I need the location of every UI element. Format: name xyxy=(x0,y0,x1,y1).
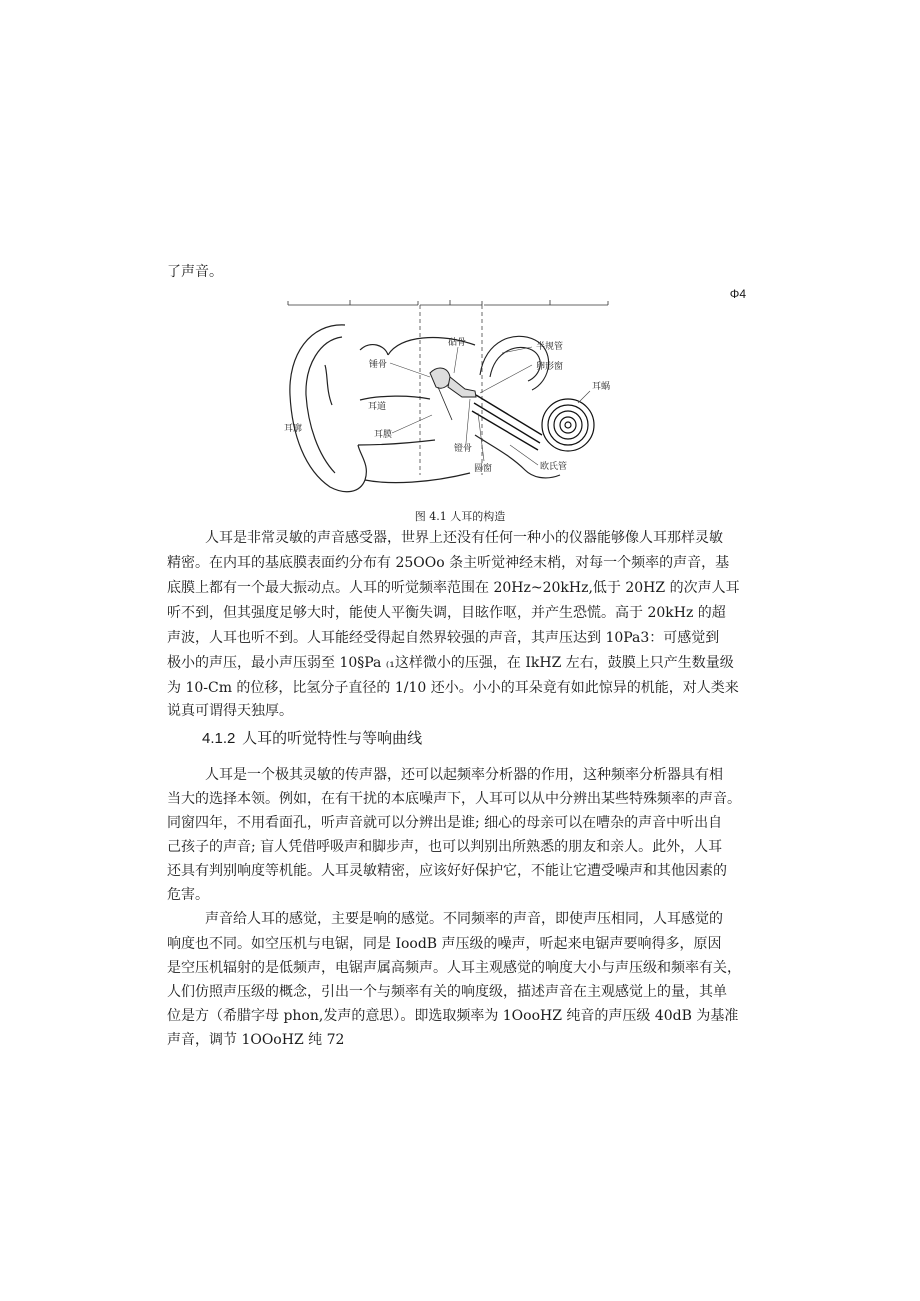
paragraph-line: 同窗四年，不用看面孔，听声音就可以分辨出是谁; 细心的母亲可以在嘈杂的声音中听出自 xyxy=(167,815,723,831)
ear-anatomy-figure xyxy=(270,295,620,505)
section-heading xyxy=(202,727,422,748)
page-mark: Φ4 xyxy=(729,287,746,301)
top-fragment: 了声音。 xyxy=(167,264,223,280)
paragraph-line: 声波，人耳也听不到。人耳能经受得起自然界较强的声音，其声压达到 10Pa3：可感觉到 xyxy=(167,630,720,646)
label-round-window: 圆窗 xyxy=(474,464,493,474)
paragraph-line: 当大的选择本领。例如，在有干扰的本底噪声下，人耳可以从中分辨出某些特殊频率的声音。 xyxy=(167,791,741,807)
paragraph-line: 精密。在内耳的基底膜表面约分布有 25OOo 条主听觉神经末梢，对每一个频率的声音，基 xyxy=(167,555,730,571)
cochlea-drawing xyxy=(542,399,594,451)
paragraph-line: 声音，调节 1OOoHZ 纯 72 xyxy=(167,1032,345,1048)
label-malleus: 锤骨 xyxy=(369,360,388,370)
label-cochlea: 耳蜗 xyxy=(592,382,611,392)
paragraph-line: 危害。 xyxy=(167,887,209,903)
label-eustachian: 欧氏管 xyxy=(540,462,568,472)
eustachian-drawing xyxy=(472,395,542,450)
section-number: 4.1.2 xyxy=(202,730,236,747)
paragraph-line: 是空压机辐射的是低频声，电锯声属高频声。人耳主观感觉的响度大小与声压级和频率有关， xyxy=(167,960,741,976)
paragraph-line: 位是方（希腊字母 phon,发声的意思）。即选取频率为 1OooHZ 纯音的声压级 40dB 为基准 xyxy=(167,1008,739,1024)
label-ear-flap: 耳廓 xyxy=(284,424,303,434)
label-eardrum: 耳膜 xyxy=(374,430,393,440)
paragraph-line: 人耳是非常灵敏的声音感受器，世界上还没有任何一种小的仪器能够像人耳那样灵敏 xyxy=(205,530,723,546)
paragraph-line: 己孩子的声音; 盲人凭借呼吸声和脚步声，也可以判别出所熟悉的朋友和亲人。此外，人耳 xyxy=(167,839,723,855)
paragraph-line: 听不到，但其强度足够大时，能使人平衡失调，目眩作呕，并产生恐慌。高于 20kHz 的超 xyxy=(167,605,726,621)
section-brackets xyxy=(288,300,608,305)
figure-caption: 图 4.1 人耳的构造 xyxy=(414,510,506,523)
label-semicircular: 半规管 xyxy=(536,342,564,352)
label-stapes: 镫骨 xyxy=(454,444,473,454)
label-ear-canal: 耳道 xyxy=(368,402,387,412)
label-incus: 砧骨 xyxy=(448,338,467,348)
paragraph-line: 声音给人耳的感觉，主要是响的感觉。不同频率的声音，即使声压相同，人耳感觉的 xyxy=(205,911,723,927)
paragraph-line: 人耳是一个极其灵敏的传声器，还可以起频率分析器的作用，这种频率分析器具有相 xyxy=(205,767,723,783)
paragraph-line: 底膜上都有一个最大振动点。人耳的听觉频率范围在 20Hz~20kHz,低于 20HZ 的次声人耳 xyxy=(167,580,740,596)
outer-ear-drawing xyxy=(290,325,560,492)
paragraph-line: 人们仿照声压级的概念，引出一个与频率有关的响度级，描述声音在主观感觉上的量，其单 xyxy=(167,984,727,1000)
paragraph-line: 还具有判别响度等机能。人耳灵敏精密，应该好好保护它，不能让它遭受噪声和其他因素的 xyxy=(167,863,727,879)
paragraph-line: 响度也不同。如空压机与电锯，同是 IoodB 声压级的噪声，听起来电锯声要响得多，原因 xyxy=(167,936,722,952)
paragraph-line: 为 10-Cm 的位移，比氢分子直径的 1/10 还小。小小的耳朵竟有如此惊异的机能，对人类来 xyxy=(167,680,739,696)
paragraph-line: 说真可谓得天独厚。 xyxy=(167,703,293,719)
label-oval-window: 卵形窗 xyxy=(536,362,564,372)
paragraph-line: 极小的声压，最小声压弱至 10§Pa ₍₁这样微小的压强，在 IkHZ 左右，鼓膜上只产生数量级 xyxy=(167,655,734,671)
section-title: 人耳的听觉特性与等响曲线 xyxy=(242,729,423,747)
divider-lines xyxy=(420,305,482,475)
